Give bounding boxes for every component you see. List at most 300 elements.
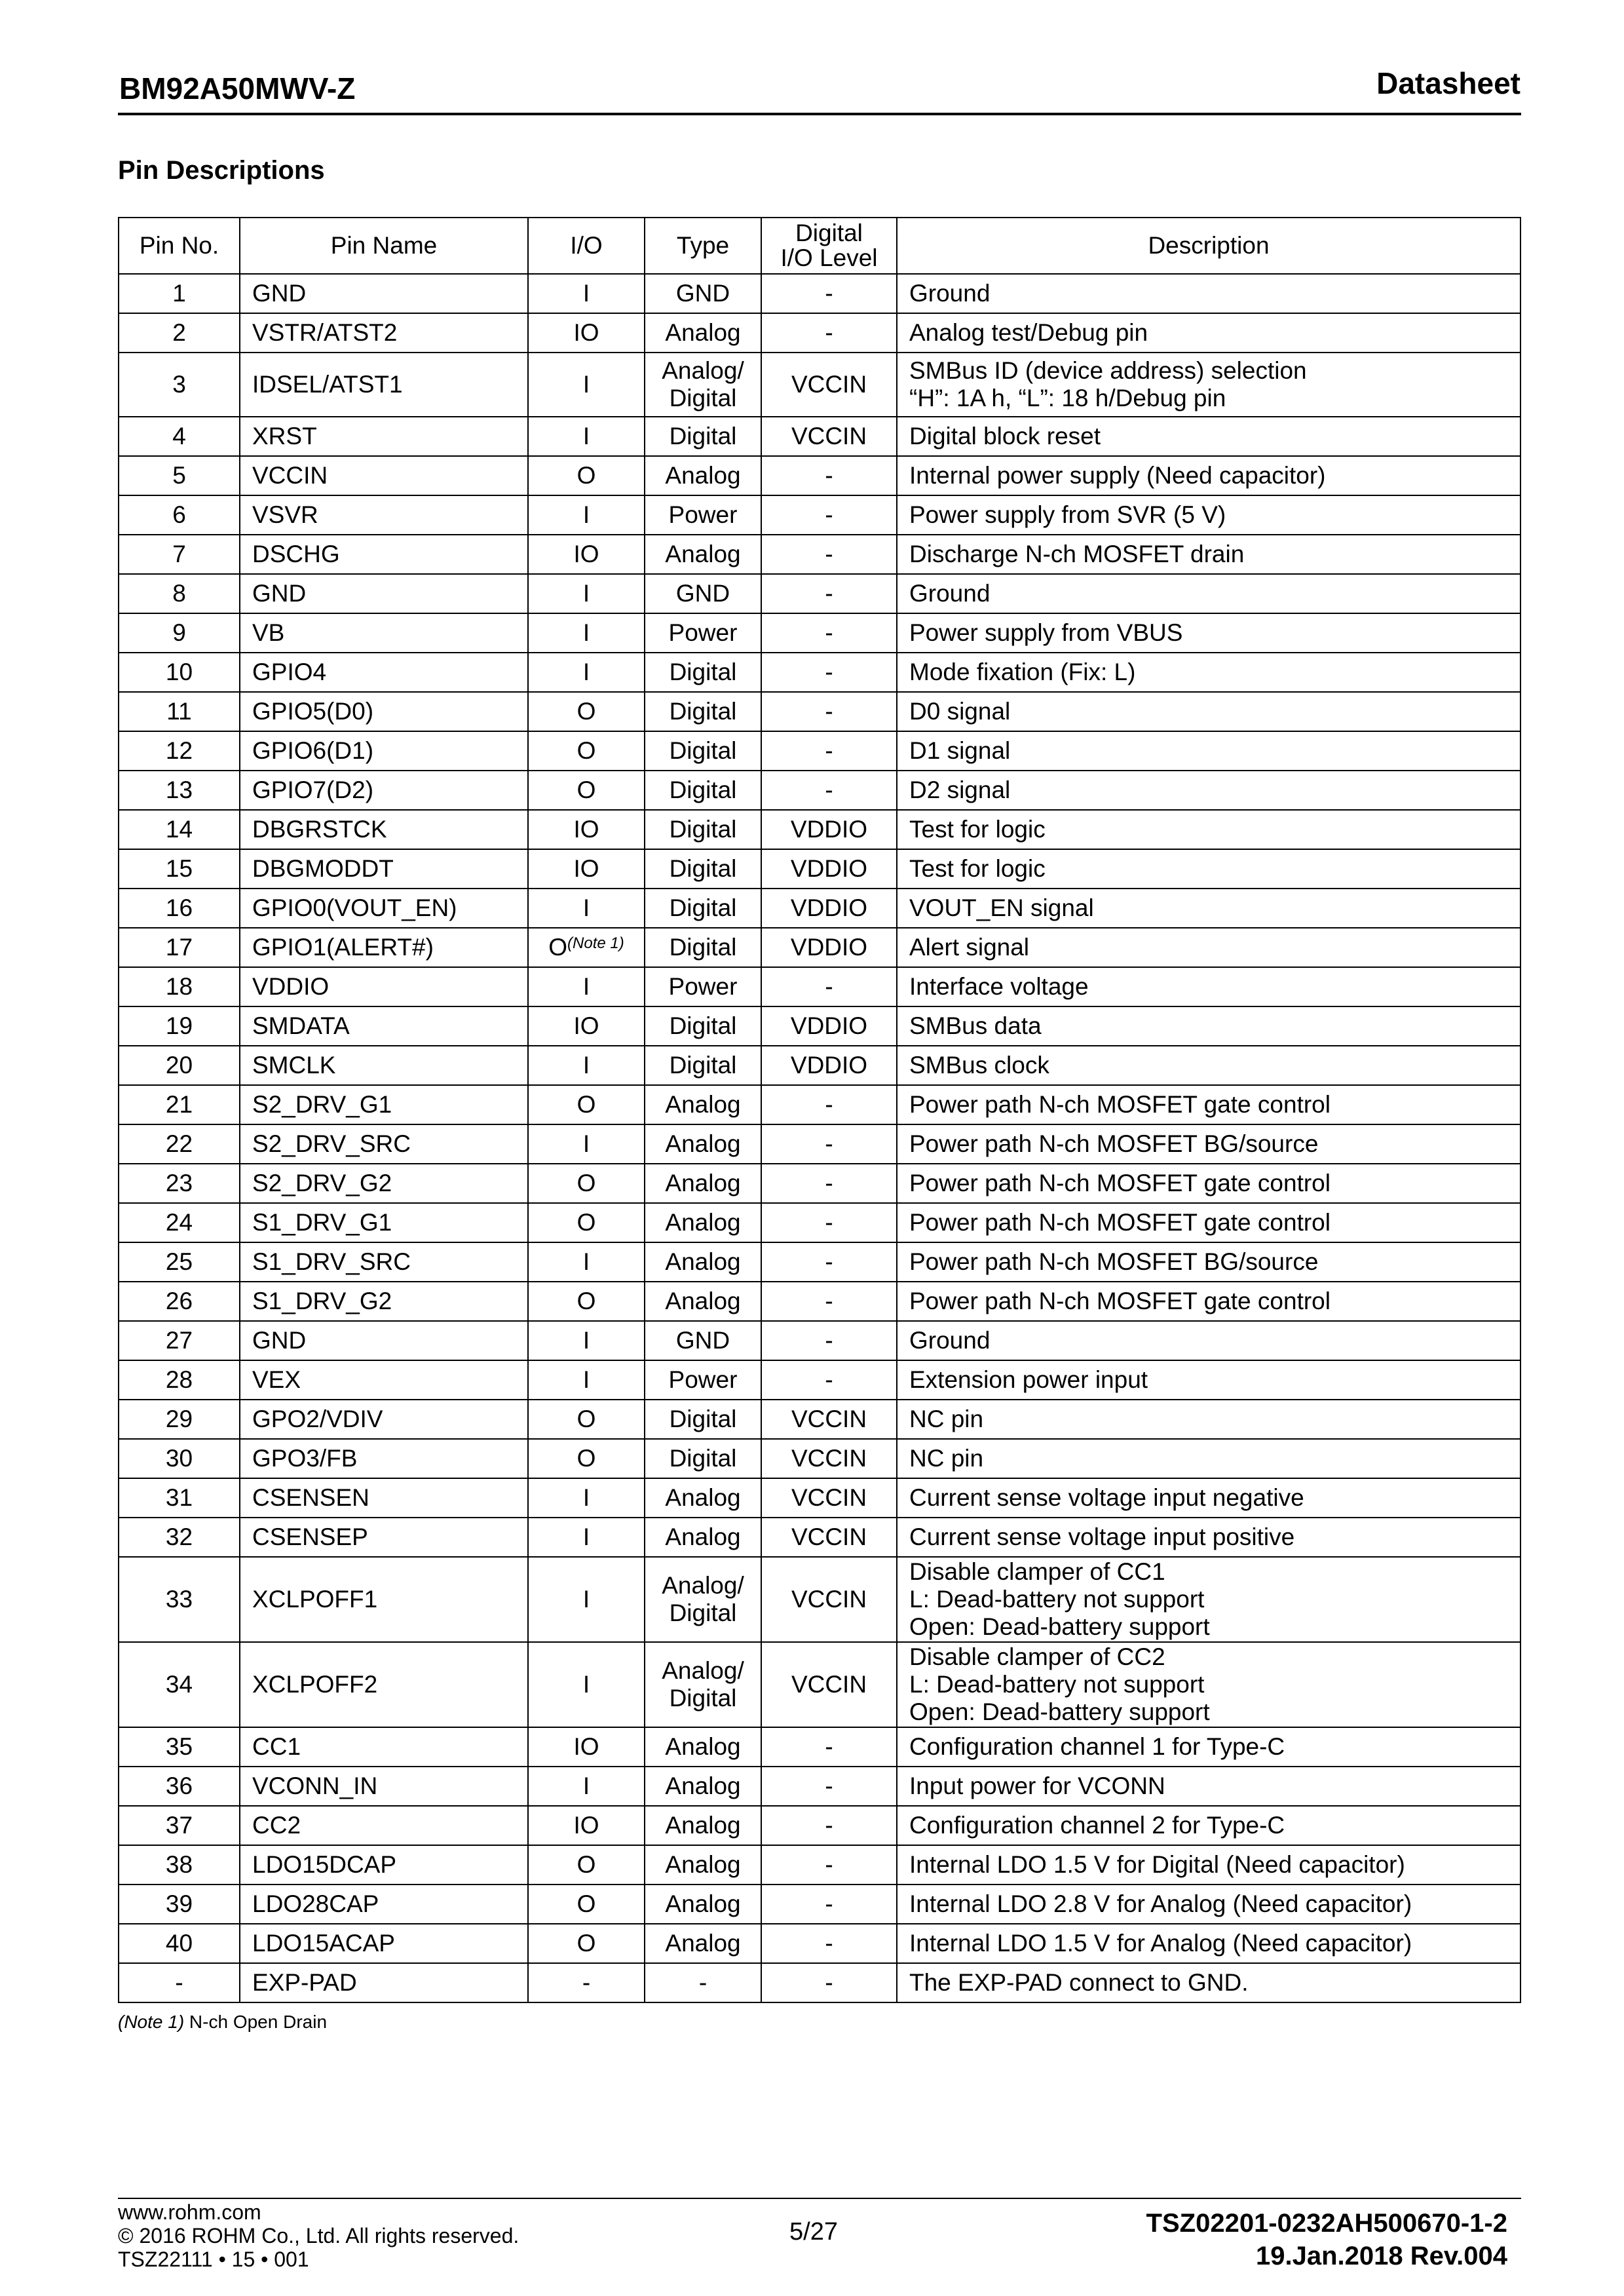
io-text: O <box>576 737 596 764</box>
io-level-text: - <box>825 619 833 646</box>
pin-no-text: 35 <box>165 1733 193 1760</box>
cell-pin-name <box>240 1924 528 1963</box>
pin-no-text: 18 <box>165 973 193 1000</box>
table-row <box>119 495 1520 535</box>
table-row <box>119 313 1520 353</box>
cell-pin-name <box>240 417 528 456</box>
type-text: - <box>698 1969 708 1996</box>
cell-type <box>645 1242 761 1282</box>
type-text: GND <box>675 1327 730 1354</box>
table-row <box>119 535 1520 574</box>
pin-no-text: 1 <box>172 280 186 307</box>
pin-no-text: 3 <box>172 371 186 398</box>
description-text: Configuration channel 1 for Type-C <box>909 1733 1285 1760</box>
pin-no-text: 5 <box>172 462 186 489</box>
type-text: Digital <box>669 934 737 961</box>
cell-pin-no <box>119 1767 240 1806</box>
pin-no-text: 7 <box>172 541 186 567</box>
type-text: Digital <box>669 1406 737 1432</box>
pin-no-text: 36 <box>165 1772 193 1799</box>
cell-description <box>897 1006 1520 1046</box>
cell-pin-no <box>119 1642 240 1727</box>
description-text: Current sense voltage input positive <box>909 1523 1295 1550</box>
io-level-text: - <box>825 1130 833 1157</box>
col-header-io-level: Digital I/O Level <box>761 218 897 274</box>
io-text: I <box>582 659 590 685</box>
cell-type <box>645 1963 761 2002</box>
description-text: Power path N-ch MOSFET BG/source <box>909 1130 1319 1157</box>
document-title: BM92A50MWV-Z <box>119 71 356 105</box>
pin-no-text: 23 <box>165 1170 193 1196</box>
io-level-text: VCCIN <box>791 1406 867 1432</box>
description-text: Internal power supply (Need capacitor) <box>909 462 1326 489</box>
cell-pin-name <box>240 456 528 495</box>
description-text: Extension power input <box>909 1366 1148 1393</box>
pin-no-text: 22 <box>165 1130 193 1157</box>
type-text: Analog <box>665 1248 741 1275</box>
description-text: Internal LDO 1.5 V for Analog (Need capacitor) <box>909 1930 1412 1957</box>
cell-pin-name <box>240 1557 528 1642</box>
cell-io <box>528 889 645 928</box>
io-text: I <box>582 1366 590 1393</box>
io-text: O <box>576 1930 596 1957</box>
pin-name-text: DSCHG <box>252 541 340 567</box>
cell-pin-name <box>240 353 528 417</box>
io-text: - <box>582 1969 591 1996</box>
cell-type <box>645 692 761 731</box>
pin-no-text: 37 <box>165 1812 193 1839</box>
description-text: Configuration channel 2 for Type-C <box>909 1812 1285 1839</box>
table-row <box>119 1439 1520 1478</box>
type-text: Digital <box>669 816 737 843</box>
pin-descriptions-table <box>118 217 1521 2003</box>
table-row <box>119 928 1520 967</box>
type-text: Analog <box>665 1930 741 1957</box>
description-text: Power path N-ch MOSFET BG/source <box>909 1248 1319 1275</box>
pin-no-text: 25 <box>165 1248 193 1275</box>
cell-io-level <box>761 1845 897 1885</box>
cell-io-level <box>761 1439 897 1478</box>
io-text: O <box>576 1445 596 1472</box>
table-row <box>119 967 1520 1006</box>
type-text: Analog <box>665 1851 741 1878</box>
cell-pin-no <box>119 967 240 1006</box>
header-divider <box>118 113 1521 115</box>
cell-io <box>528 1400 645 1439</box>
cell-io <box>528 1642 645 1727</box>
cell-io <box>528 1085 645 1124</box>
description-text: Power path N-ch MOSFET gate control <box>909 1170 1331 1196</box>
cell-pin-no <box>119 1439 240 1478</box>
pin-no-text: 27 <box>165 1327 193 1354</box>
io-level-text: VDDIO <box>790 855 868 882</box>
pin-no-text: 21 <box>165 1091 193 1118</box>
io-text: O <box>576 1091 596 1118</box>
cell-io <box>528 1164 645 1203</box>
table-row <box>119 417 1520 456</box>
io-level-text: VCCIN <box>791 423 867 450</box>
description-text: Test for logic <box>909 855 1046 882</box>
cell-description <box>897 967 1520 1006</box>
description-text: Digital block reset <box>909 423 1101 450</box>
cell-pin-no <box>119 1006 240 1046</box>
type-text: Analog <box>665 1523 741 1550</box>
cell-pin-name <box>240 1518 528 1557</box>
cell-description <box>897 1321 1520 1360</box>
pin-no-text: - <box>175 1969 183 1996</box>
io-level-text: - <box>825 1969 833 1996</box>
pin-name-text: VDDIO <box>252 973 330 1000</box>
cell-io <box>528 731 645 771</box>
io-level-text: - <box>825 280 833 307</box>
cell-type <box>645 1360 761 1400</box>
cell-type <box>645 1046 761 1085</box>
pin-no-text: 14 <box>165 816 193 843</box>
pin-no-text: 6 <box>172 501 186 528</box>
io-text: I <box>582 1523 590 1550</box>
io-text: I <box>582 423 590 450</box>
cell-pin-name <box>240 771 528 810</box>
io-level-text: - <box>825 776 833 803</box>
io-level-text: VCCIN <box>791 1484 867 1511</box>
cell-description <box>897 1845 1520 1885</box>
type-text: Analog <box>665 1209 741 1236</box>
cell-pin-name <box>240 1360 528 1400</box>
pin-name-text: VB <box>252 619 285 646</box>
cell-io <box>528 653 645 692</box>
cell-io-level <box>761 810 897 849</box>
io-text: IO <box>573 319 599 346</box>
pin-name-text: VSTR/ATST2 <box>252 319 398 346</box>
cell-type <box>645 456 761 495</box>
cell-pin-name <box>240 731 528 771</box>
cell-type <box>645 1478 761 1518</box>
table-row <box>119 1806 1520 1845</box>
cell-io-level <box>761 353 897 417</box>
type-text: Analog <box>665 1091 741 1118</box>
cell-description <box>897 1124 1520 1164</box>
type-text: Power <box>668 1366 738 1393</box>
cell-pin-name <box>240 1478 528 1518</box>
cell-pin-name <box>240 889 528 928</box>
cell-io-level <box>761 1518 897 1557</box>
description-text: Interface voltage <box>909 973 1089 1000</box>
cell-io <box>528 1046 645 1085</box>
pin-name-text: S1_DRV_G1 <box>252 1209 392 1236</box>
footer-date-revision: 19.Jan.2018 Rev.004 <box>1255 2242 1507 2270</box>
cell-description <box>897 1439 1520 1478</box>
cell-pin-no <box>119 1046 240 1085</box>
cell-io-level <box>761 313 897 353</box>
cell-io-level <box>761 1557 897 1642</box>
cell-pin-no <box>119 889 240 928</box>
io-level-text: - <box>825 1812 833 1839</box>
cell-io-level <box>761 1767 897 1806</box>
type-text: Analog <box>665 1170 741 1196</box>
type-text: Digital <box>669 698 737 725</box>
table-row <box>119 456 1520 495</box>
cell-pin-name <box>240 574 528 613</box>
footer-left <box>118 2200 519 2271</box>
cell-description <box>897 535 1520 574</box>
cell-pin-name <box>240 849 528 889</box>
cell-pin-no <box>119 1400 240 1439</box>
cell-io <box>528 1518 645 1557</box>
cell-io-level <box>761 967 897 1006</box>
cell-io <box>528 1767 645 1806</box>
pin-no-text: 19 <box>165 1012 193 1039</box>
cell-io <box>528 574 645 613</box>
cell-pin-name <box>240 1164 528 1203</box>
io-level-text: - <box>825 462 833 489</box>
cell-pin-name <box>240 1727 528 1767</box>
cell-pin-no <box>119 1242 240 1282</box>
io-text: I <box>582 894 590 921</box>
io-level-text: - <box>825 1209 833 1236</box>
pin-name-text: LDO15DCAP <box>252 1851 397 1878</box>
pin-name-text: GPIO1(ALERT#) <box>252 934 434 961</box>
io-level-text: VCCIN <box>791 1523 867 1550</box>
io-level-text: - <box>825 1851 833 1878</box>
type-text: Power <box>668 501 738 528</box>
io-level-text: - <box>825 319 833 346</box>
table-note <box>118 2012 327 2033</box>
io-text: O <box>576 1890 596 1917</box>
cell-io <box>528 1924 645 1963</box>
cell-description <box>897 1727 1520 1767</box>
cell-description <box>897 1282 1520 1321</box>
cell-type <box>645 1203 761 1242</box>
cell-io-level <box>761 1164 897 1203</box>
cell-io <box>528 1242 645 1282</box>
io-level-text: - <box>825 1248 833 1275</box>
type-text: Analog <box>665 1130 741 1157</box>
description-text: Power path N-ch MOSFET gate control <box>909 1091 1331 1118</box>
pin-name-text: CC2 <box>252 1812 301 1839</box>
pin-name-text: GPO2/VDIV <box>252 1406 383 1432</box>
cell-pin-name <box>240 692 528 731</box>
io-text: IO <box>573 855 599 882</box>
cell-description <box>897 1046 1520 1085</box>
cell-type <box>645 613 761 653</box>
cell-pin-no <box>119 731 240 771</box>
pin-name-text: GPIO7(D2) <box>252 776 374 803</box>
cell-io-level <box>761 574 897 613</box>
cell-io <box>528 613 645 653</box>
cell-pin-name <box>240 1963 528 2002</box>
description-text: VOUT_EN signal <box>909 894 1094 921</box>
cell-pin-no <box>119 1321 240 1360</box>
cell-io-level <box>761 535 897 574</box>
pin-no-text: 9 <box>172 619 186 646</box>
description-text: Disable clamper of CC1 L: Dead-battery not support Open: Dead-battery support <box>909 1558 1210 1640</box>
table-row <box>119 692 1520 731</box>
cell-description <box>897 574 1520 613</box>
pin-name-text: CSENSEN <box>252 1484 369 1511</box>
table-row <box>119 810 1520 849</box>
cell-description <box>897 1924 1520 1963</box>
description-text: D0 signal <box>909 698 1011 725</box>
cell-type <box>645 313 761 353</box>
table-row <box>119 1085 1520 1124</box>
pin-name-text: S1_DRV_SRC <box>252 1248 411 1275</box>
pin-name-text: XCLPOFF1 <box>252 1586 378 1613</box>
type-text: Digital <box>669 423 737 450</box>
pin-no-text: 28 <box>165 1366 193 1393</box>
cell-io-level <box>761 1203 897 1242</box>
cell-type <box>645 417 761 456</box>
cell-pin-no <box>119 535 240 574</box>
cell-pin-no <box>119 613 240 653</box>
type-text: Analog <box>665 1812 741 1839</box>
cell-io-level <box>761 1006 897 1046</box>
cell-description <box>897 692 1520 731</box>
table-row <box>119 613 1520 653</box>
cell-type <box>645 771 761 810</box>
pin-no-text: 11 <box>166 698 192 725</box>
pin-name-text: VCCIN <box>252 462 328 489</box>
description-text: Disable clamper of CC2 L: Dead-battery not support Open: Dead-battery support <box>909 1643 1210 1725</box>
cell-io-level <box>761 731 897 771</box>
cell-type <box>645 1164 761 1203</box>
table-row <box>119 1400 1520 1439</box>
cell-io <box>528 1845 645 1885</box>
io-text: I <box>582 1484 590 1511</box>
pin-name-text: GPIO4 <box>252 659 327 685</box>
cell-description <box>897 1518 1520 1557</box>
pin-name-text: GPIO6(D1) <box>252 737 374 764</box>
cell-type <box>645 1282 761 1321</box>
type-text: Analog/ Digital <box>662 1572 744 1626</box>
cell-pin-no <box>119 1806 240 1845</box>
cell-pin-no <box>119 456 240 495</box>
io-text: IO <box>573 541 599 567</box>
pin-no-text: 39 <box>165 1890 193 1917</box>
cell-type <box>645 1439 761 1478</box>
cell-pin-name <box>240 1885 528 1924</box>
cell-type <box>645 731 761 771</box>
type-text: GND <box>675 580 730 607</box>
pin-name-text: LDO28CAP <box>252 1890 379 1917</box>
cell-description <box>897 274 1520 313</box>
col-header-pin-name: Pin Name <box>240 218 528 274</box>
cell-io <box>528 1124 645 1164</box>
table-row <box>119 353 1520 417</box>
pin-no-text: 26 <box>165 1288 193 1314</box>
cell-description <box>897 731 1520 771</box>
pin-name-text: S2_DRV_SRC <box>252 1130 411 1157</box>
type-text: GND <box>675 280 730 307</box>
cell-type <box>645 1557 761 1642</box>
cell-description <box>897 889 1520 928</box>
io-text: I <box>582 973 590 1000</box>
pin-no-text: 38 <box>165 1851 193 1878</box>
type-text: Digital <box>669 1012 737 1039</box>
io-level-text: - <box>825 973 833 1000</box>
cell-description <box>897 1164 1520 1203</box>
io-level-text: - <box>825 541 833 567</box>
table-row <box>119 1321 1520 1360</box>
cell-pin-name <box>240 1321 528 1360</box>
pin-name-text: GND <box>252 280 307 307</box>
description-text: Ground <box>909 580 991 607</box>
cell-io <box>528 417 645 456</box>
cell-io <box>528 1203 645 1242</box>
cell-io-level <box>761 1242 897 1282</box>
io-text: I <box>582 1772 590 1799</box>
table-row <box>119 1924 1520 1963</box>
cell-description <box>897 1085 1520 1124</box>
io-text: O <box>576 1851 596 1878</box>
table-row <box>119 1478 1520 1518</box>
pin-no-text: 12 <box>165 737 193 764</box>
io-text: IO <box>573 816 599 843</box>
cell-pin-no <box>119 1885 240 1924</box>
cell-description <box>897 1360 1520 1400</box>
cell-type <box>645 353 761 417</box>
table-row <box>119 771 1520 810</box>
cell-pin-no <box>119 274 240 313</box>
cell-type <box>645 1806 761 1845</box>
col-header-io: I/O <box>528 218 645 274</box>
cell-pin-name <box>240 1845 528 1885</box>
cell-pin-no <box>119 1845 240 1885</box>
cell-pin-no <box>119 928 240 967</box>
cell-io <box>528 928 645 967</box>
cell-pin-name <box>240 535 528 574</box>
cell-io-level <box>761 274 897 313</box>
cell-io <box>528 353 645 417</box>
cell-type <box>645 574 761 613</box>
type-text: Digital <box>669 776 737 803</box>
type-text: Analog <box>665 1772 741 1799</box>
io-level-text: - <box>825 580 833 607</box>
pin-name-text: SMDATA <box>252 1012 350 1039</box>
io-text: I <box>582 1052 590 1079</box>
cell-io-level <box>761 1924 897 1963</box>
table-header-row <box>119 218 1520 274</box>
cell-pin-no <box>119 1557 240 1642</box>
table-row <box>119 1727 1520 1767</box>
cell-type <box>645 1845 761 1885</box>
table-row <box>119 889 1520 928</box>
type-text: Analog <box>665 541 741 567</box>
cell-pin-name <box>240 613 528 653</box>
cell-pin-name <box>240 1242 528 1282</box>
cell-io <box>528 849 645 889</box>
pin-name-text: IDSEL/ATST1 <box>252 371 403 398</box>
cell-pin-name <box>240 1046 528 1085</box>
cell-io <box>528 771 645 810</box>
cell-pin-name <box>240 1767 528 1806</box>
cell-pin-name <box>240 810 528 849</box>
table-row <box>119 574 1520 613</box>
cell-pin-name <box>240 967 528 1006</box>
cell-type <box>645 495 761 535</box>
cell-pin-name <box>240 1085 528 1124</box>
io-level-text: - <box>825 1733 833 1760</box>
io-level-text: VDDIO <box>790 1052 868 1079</box>
cell-type <box>645 1885 761 1924</box>
table-row <box>119 1242 1520 1282</box>
io-text: I <box>582 1248 590 1275</box>
document-type: Datasheet <box>1376 66 1520 100</box>
table-row <box>119 1046 1520 1085</box>
footer-website[interactable]: www.rohm.com <box>118 2200 261 2224</box>
description-text: Ground <box>909 280 991 307</box>
cell-io-level <box>761 1360 897 1400</box>
io-text: O <box>576 698 596 725</box>
